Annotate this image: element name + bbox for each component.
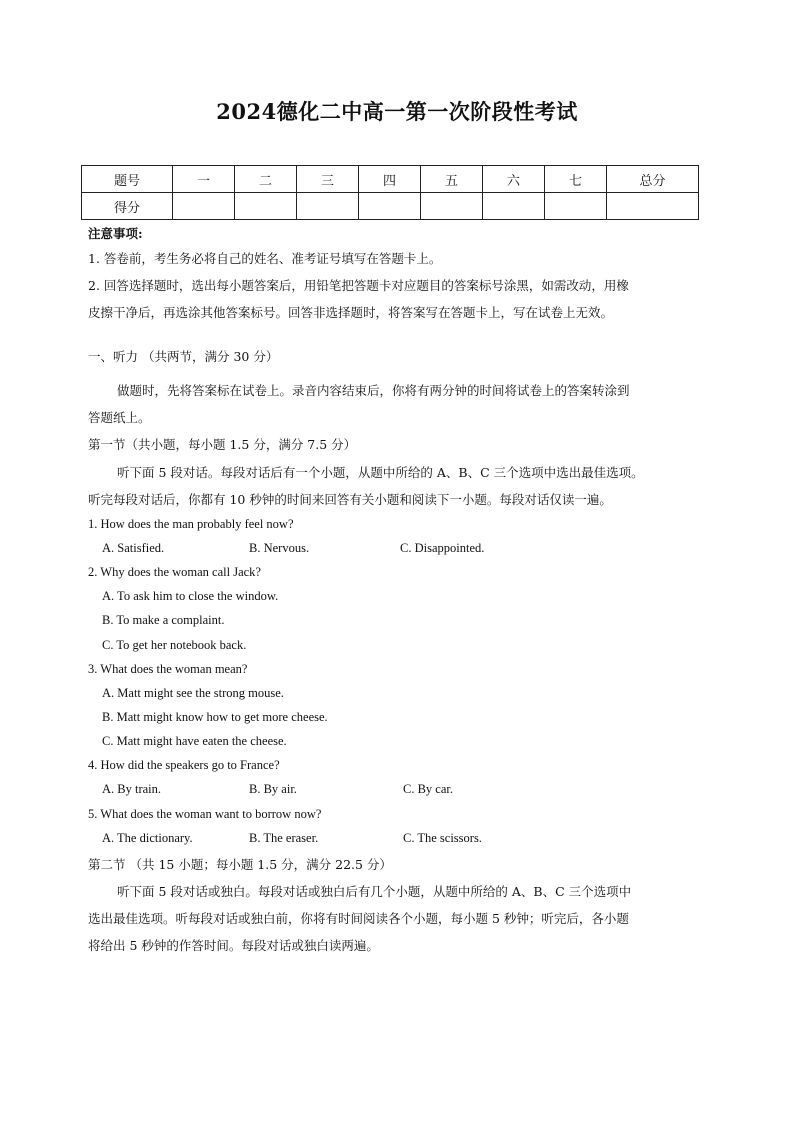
question-5-option-a: A. The dictionary. [102, 831, 193, 845]
question-2: 2. Why does the woman call Jack? [88, 565, 261, 579]
score-header-cell: 三 [297, 166, 359, 193]
score-table [81, 165, 699, 220]
score-cell [235, 193, 297, 220]
part-1-heading: 第一节（共小题，每小题 1.5 分，满分 7.5 分） [88, 437, 357, 452]
question-1-option-a: A. Satisfied. [102, 541, 165, 555]
score-header-cell: 五 [421, 166, 483, 193]
question-5: 5. What does the woman want to borrow now? [88, 807, 322, 821]
question-4-option-b: B. By air. [249, 782, 297, 796]
score-cell [607, 193, 699, 220]
score-header-cell: 一 [173, 166, 235, 193]
part-2-intro-line-3: 将给出 5 秒钟的作答时间。每段对话或独白读两遍。 [88, 938, 379, 953]
question-4: 4. How did the speakers go to France? [88, 758, 280, 772]
question-3-option-c: C. Matt might have eaten the cheese. [102, 734, 287, 748]
score-table-score-row [82, 193, 699, 220]
notes-item-2-line-1: 2. 回答选择题时，选出每小题答案后，用铅笔把答题卡对应题目的答案标号涂黑，如需改动，用橡 [88, 278, 629, 293]
score-cell [421, 193, 483, 220]
score-header-cell: 题号 [82, 166, 173, 193]
score-cell [359, 193, 421, 220]
score-header-cell: 四 [359, 166, 421, 193]
part-1-intro-line-1: 听下面 5 段对话。每段对话后有一个小题，从题中所给的 A、B、C 三个选项中选出最佳选项。 [117, 465, 644, 480]
question-2-option-a: A. To ask him to close the window. [102, 589, 279, 603]
score-cell [173, 193, 235, 220]
question-2-option-b: B. To make a complaint. [102, 613, 225, 627]
question-4-option-a: A. By train. [102, 782, 162, 796]
score-cell [545, 193, 607, 220]
question-3-option-b: B. Matt might know how to get more cheese. [102, 710, 328, 724]
question-5-option-c: C. The scissors. [403, 831, 482, 845]
score-table-header-row [82, 166, 699, 193]
score-header-cell: 二 [235, 166, 297, 193]
notes-item-2-line-2: 皮擦干净后，再选涂其他答案标号。回答非选择题时，将答案写在答题卡上，写在试卷上无效。 [88, 305, 614, 320]
question-3-option-a: A. Matt might see the strong mouse. [102, 686, 284, 700]
score-cell [483, 193, 545, 220]
part-2-heading: 第二节 （共 15 小题；每小题 1.5 分，满分 22.5 分） [88, 857, 392, 872]
score-header-cell: 七 [545, 166, 607, 193]
part-2-intro-line-1: 听下面 5 段对话或独白。每段对话或独白后有几个小题，从题中所给的 A、B、C 三个选项中 [117, 884, 632, 899]
notes-heading: 注意事项: [88, 226, 143, 241]
part-1-intro-line-2: 听完每段对话后，你都有 10 秒钟的时间来回答有关小题和阅读下一小题。每段对话仅读一遍。 [88, 492, 612, 507]
question-2-option-c: C. To get her notebook back. [102, 638, 247, 652]
page-title: 2024德化二中高一第一次阶段性考试 [216, 99, 578, 124]
question-3: 3. What does the woman mean? [88, 662, 248, 676]
part-2-intro-line-2: 选出最佳选项。听每段对话或独白前，你将有时间阅读各个小题，每小题 5 秒钟；听完后，各小题 [88, 911, 629, 926]
question-4-option-c: C. By car. [403, 782, 453, 796]
question-1-option-b: B. Nervous. [249, 541, 310, 555]
score-header-cell: 总分 [607, 166, 699, 193]
section-1-intro-line-1: 做题时，先将答案标在试卷上。录音内容结束后，你将有两分钟的时间将试卷上的答案转涂到 [117, 383, 630, 398]
notes-item-1: 1. 答卷前，考生务必将自己的姓名、准考证号填写在答题卡上。 [88, 251, 442, 266]
question-5-option-b: B. The eraser. [249, 831, 319, 845]
question-1: 1. How does the man probably feel now? [88, 517, 294, 531]
score-row-label: 得分 [82, 193, 173, 220]
section-1-heading: 一、听力 （共两节，满分 30 分） [88, 349, 279, 364]
score-cell [297, 193, 359, 220]
question-1-option-c: C. Disappointed. [400, 541, 485, 555]
score-header-cell: 六 [483, 166, 545, 193]
section-1-intro-line-2: 答题纸上。 [88, 410, 151, 425]
